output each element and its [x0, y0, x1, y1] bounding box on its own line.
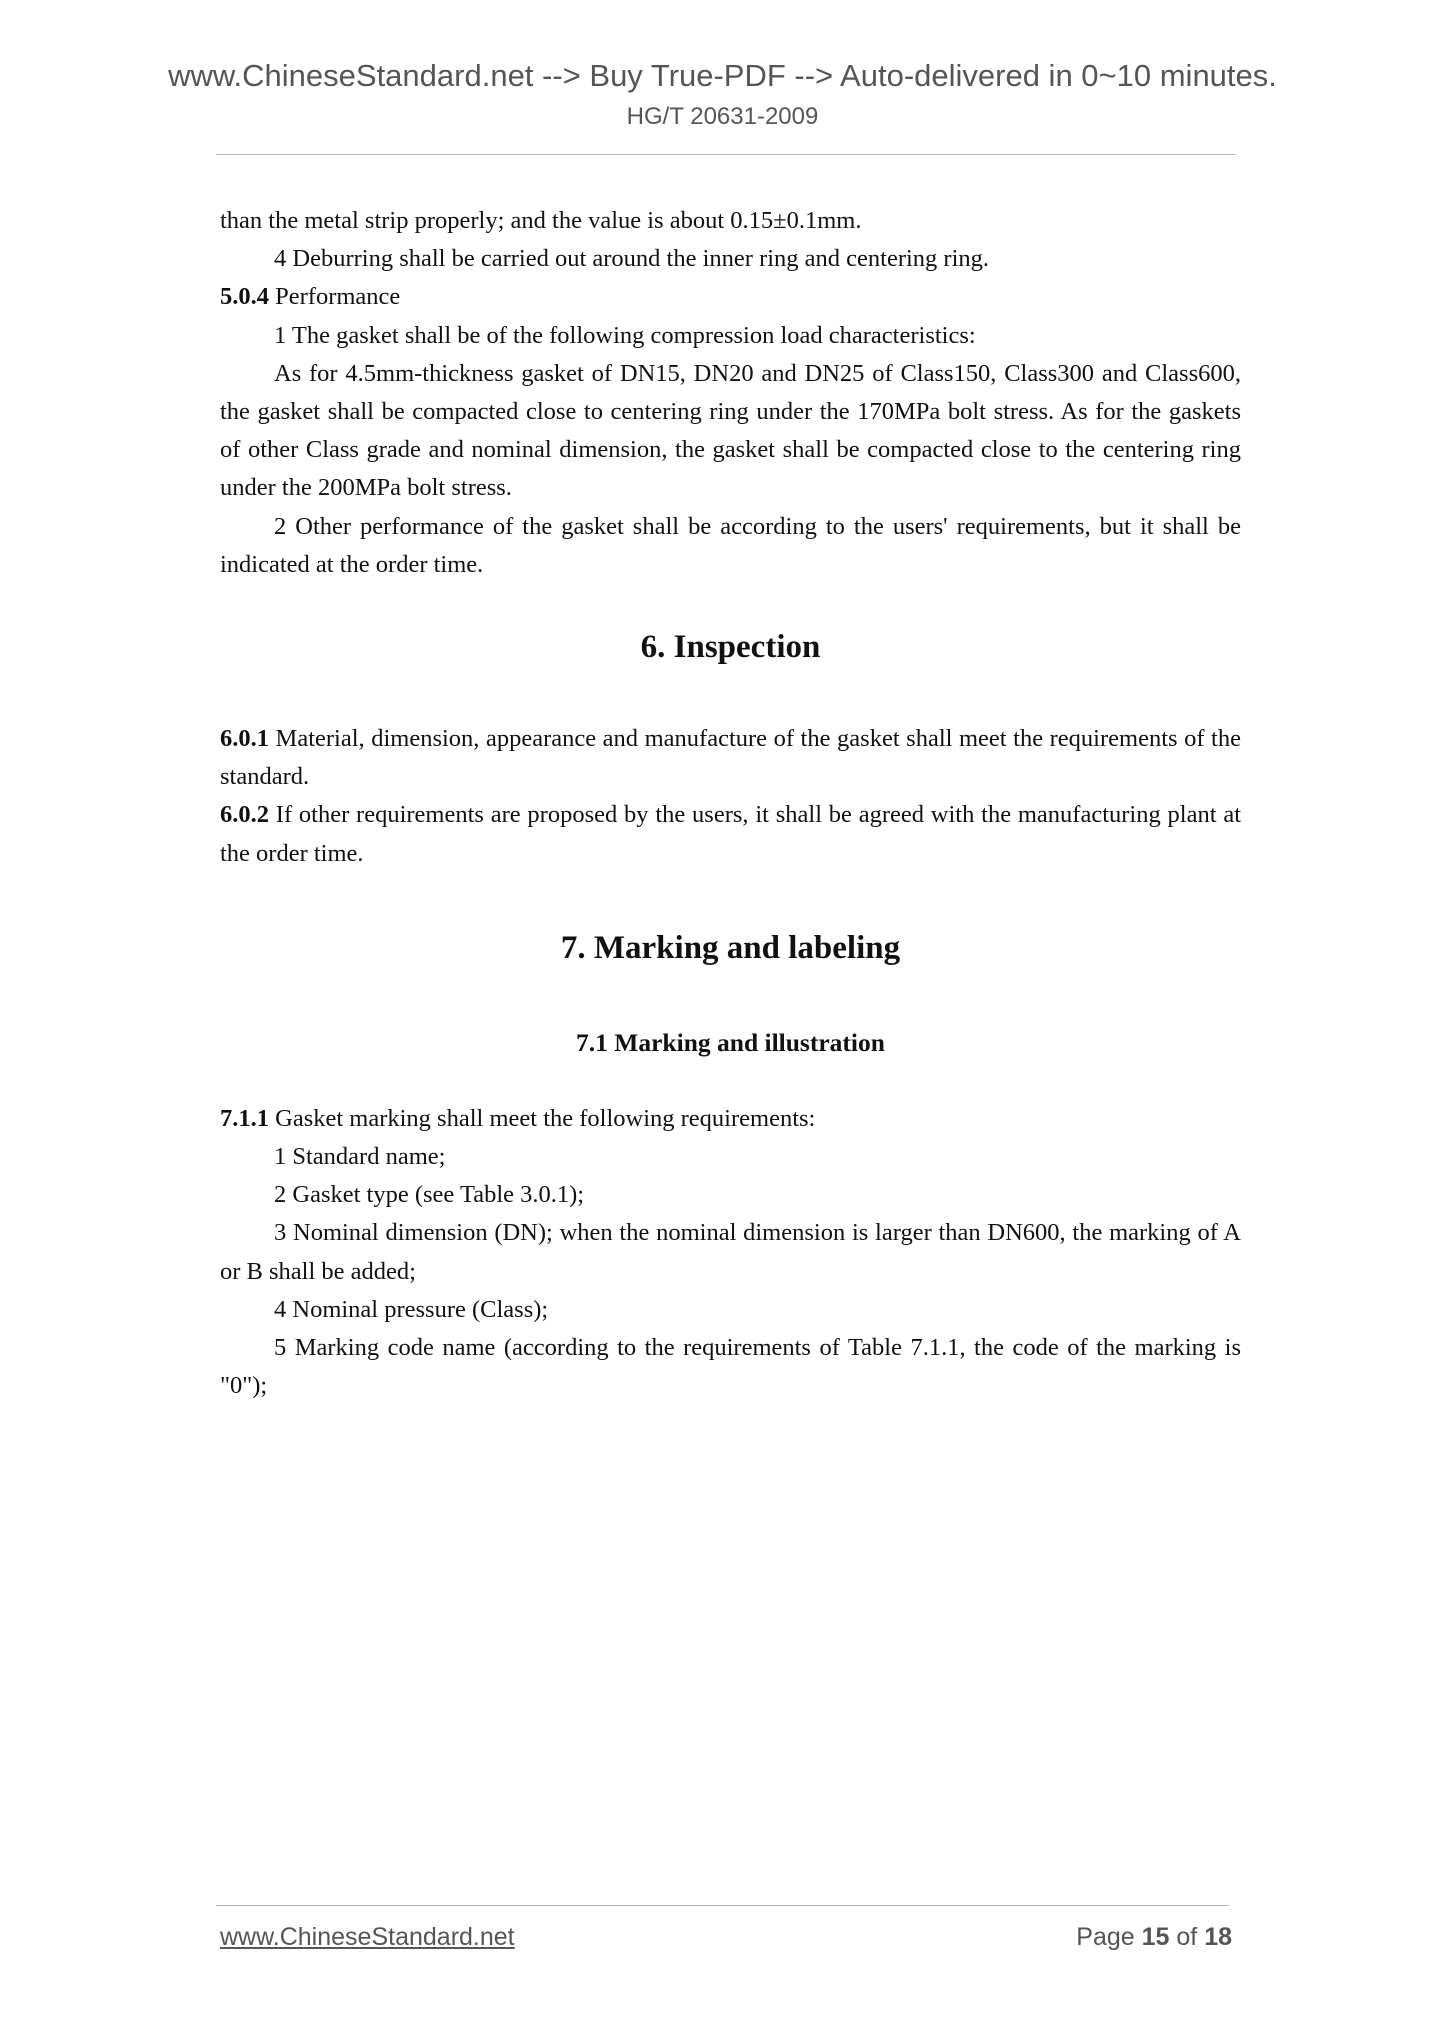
footer-divider: [216, 1905, 1229, 1906]
list-item: 4 Nominal pressure (Class);: [274, 1295, 549, 1323]
document-body: [220, 202, 1241, 1405]
paragraph-bolt-stress: As for 4.5mm-thickness gasket of DN15, DN20 and DN25 of Class150, Class300 and Class600, the gasket shall be compacted close to centering ring under the 170MPa bolt stress. As for the gaskets of other Class grade and nominal dimension, the gasket shall be compacted close to the centering ring under the 200MPa bolt stress.: [220, 359, 1241, 502]
clause-text: Performance: [269, 283, 401, 311]
page-current: 15: [1141, 1923, 1170, 1951]
list-item: 5 Marking code name (according to the requirements of Table 7.1.1, the code of the marking is "0");: [220, 1334, 1241, 1400]
clause-text: Material, dimension, appearance and manufacture of the gasket shall meet the requirements of the standard.: [220, 725, 1241, 791]
list-item: 3 Nominal dimension (DN); when the nominal dimension is larger than DN600, the marking of A or B shall be added;: [220, 1219, 1241, 1285]
list-item: 2 Gasket type (see Table 3.0.1);: [274, 1181, 585, 1209]
page-separator: of: [1169, 1923, 1205, 1951]
paragraph-deburring: 4 Deburring shall be carried out around the inner ring and centering ring.: [274, 245, 990, 273]
section-heading-inspection: 6. Inspection: [640, 629, 821, 666]
clause-number: 5.0.4: [220, 283, 269, 311]
paragraph-continuation: than the metal strip properly; and the value is about 0.15±0.1mm.: [220, 207, 862, 234]
page-prefix: Page: [1076, 1923, 1142, 1951]
clause-5-0-4: [220, 278, 1241, 316]
header-divider: [216, 154, 1235, 155]
clause-6-0-1: [220, 720, 1241, 796]
subsection-heading-marking-illustration: 7.1 Marking and illustration: [576, 1027, 885, 1057]
list-item: 1 Standard name;: [274, 1143, 446, 1171]
clause-number: 6.0.1: [220, 725, 269, 753]
section-heading-marking: 7. Marking and labeling: [560, 929, 901, 966]
clause-text: If other requirements are proposed by the users, it shall be agreed with the manufacturing plant at the order time.: [220, 801, 1241, 867]
page-number: [1076, 1920, 1232, 1954]
header-standard-number: HG/T 20631-2009: [626, 103, 819, 130]
page-total: 18: [1204, 1923, 1232, 1951]
header-banner[interactable]: www.ChineseStandard.net --> Buy True-PDF --> Auto-delivered in 0~10 minutes.: [168, 58, 1277, 93]
clause-number: 6.0.2: [220, 801, 269, 829]
clause-number: 7.1.1: [220, 1104, 269, 1132]
page-header: [0, 56, 1445, 134]
clause-6-0-2: [220, 796, 1241, 872]
paragraph-compression-load: 1 The gasket shall be of the following compression load characteristics:: [274, 321, 976, 349]
paragraph-other-performance: 2 Other performance of the gasket shall be according to the users' requirements, but it shall be indicated at the order time.: [220, 512, 1241, 578]
clause-text: Gasket marking shall meet the following requirements:: [269, 1104, 816, 1132]
footer-site-link[interactable]: www.ChineseStandard.net: [220, 1923, 515, 1951]
clause-7-1-1: [220, 1100, 1241, 1138]
